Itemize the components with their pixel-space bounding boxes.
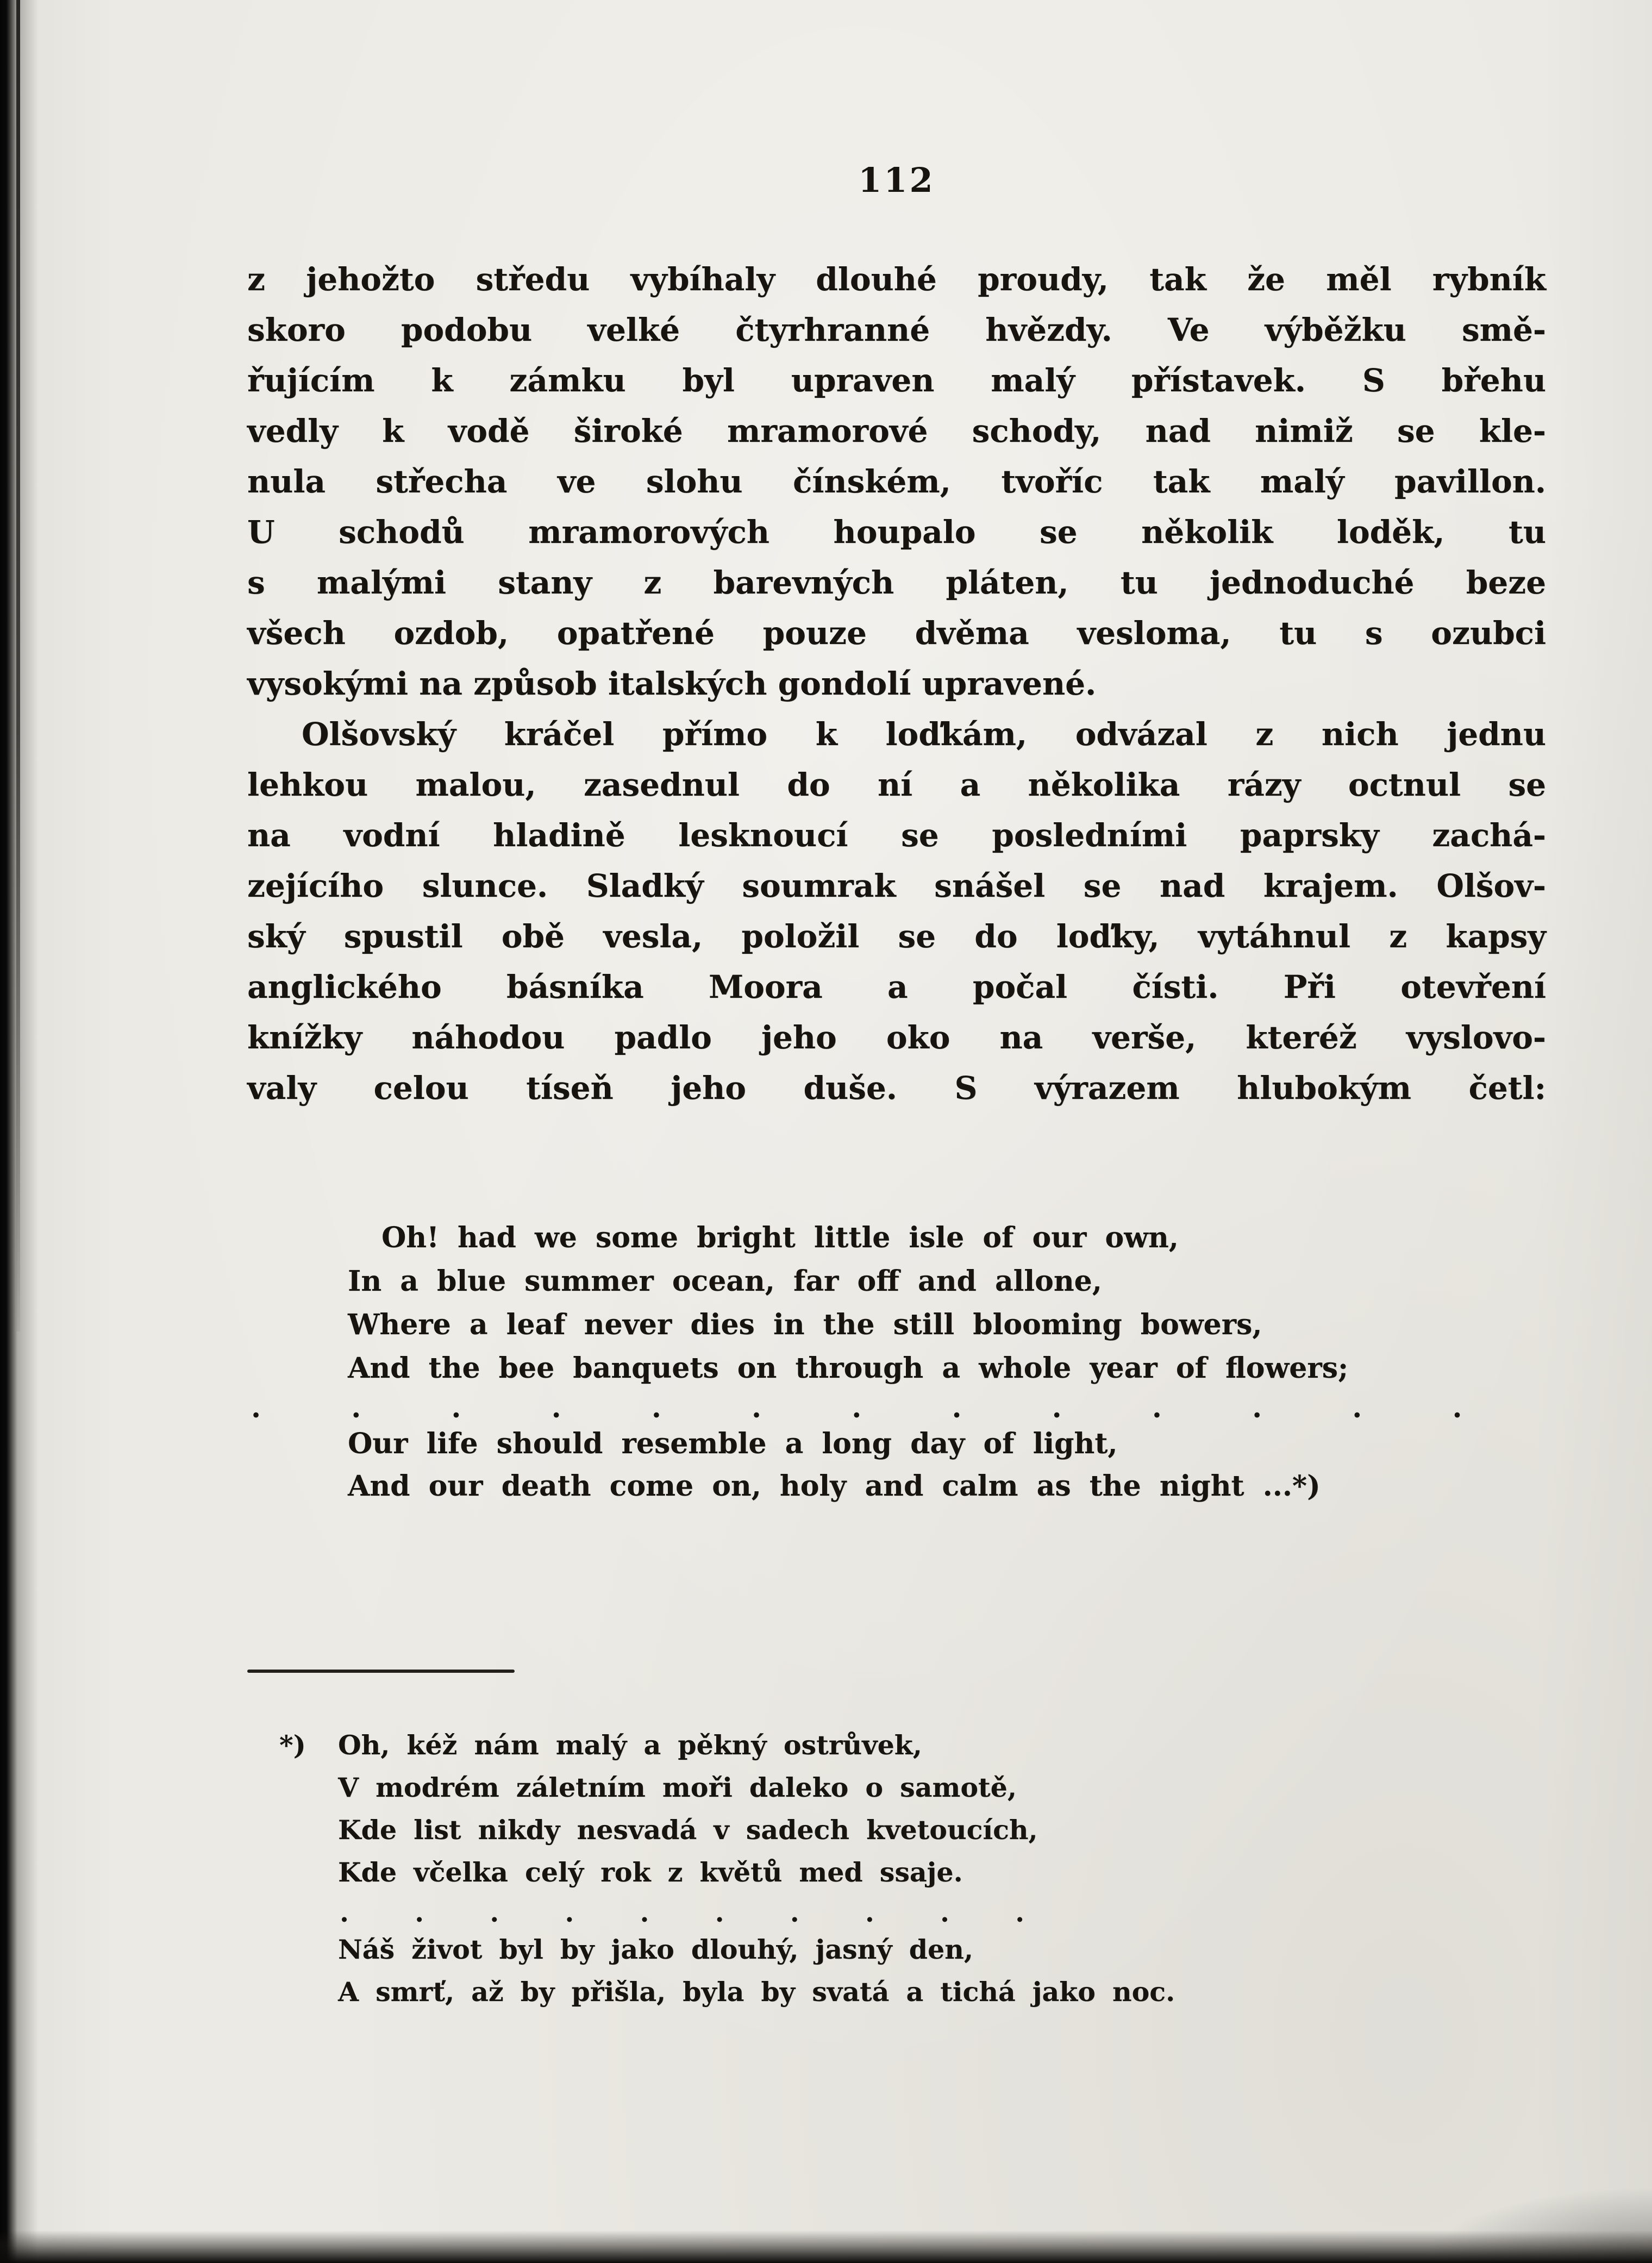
- page-number: 112: [858, 160, 935, 200]
- text-line: všech ozdob, opatřené pouze dvěma vesloma, tu s ozubci: [247, 615, 1546, 652]
- text-line: knížky náhodou padlo jeho oko na verše, kteréž vyslovo-: [247, 1019, 1546, 1056]
- corner-shadow: [1424, 2187, 1652, 2263]
- text-line: s malými stany z barevných pláten, tu jednoduché beze: [247, 564, 1546, 601]
- footnote-separator-rule: [247, 1670, 515, 1673]
- poem-english: [348, 1216, 1467, 1390]
- text-line: U schodů mramorových houpalo se několik loděk, tu: [247, 514, 1546, 551]
- binding-edge-left: [0, 0, 38, 2263]
- footnote-line: A smrť, až by přišla, byla by svatá a tichá jako noc.: [338, 1976, 1175, 2008]
- footnote-czech-translation: [279, 1724, 1371, 1893]
- footnote-line: Náš život byl by jako dlouhý, jasný den,: [338, 1934, 973, 1965]
- text-line: zejícího slunce. Sladký soumrak snášel se nad krajem. Olšov-: [247, 867, 1546, 904]
- body-text: [247, 254, 1546, 1114]
- poem-line: In a blue summer ocean, far off and allone,: [348, 1265, 1102, 1298]
- text-line: valy celou tíseň jeho duše. S výrazem hlubokým četl:: [247, 1070, 1546, 1107]
- text-line: skoro podobu velké čtyrhranné hvězdy. Ve výběžku smě-: [247, 311, 1546, 348]
- text-line: řujícím k zámku byl upraven malý přístavek. S břehu: [247, 362, 1546, 399]
- page-bottom-edge: [0, 2230, 1652, 2263]
- text-line: vysokými na způsob italských gondolí upravené.: [247, 665, 1097, 702]
- text-line: ský spustil obě vesla, položil se do loďky, vytáhnul z kapsy: [247, 918, 1546, 955]
- dotted-ellipsis-line: . . . . . . . . . .: [340, 1897, 1025, 1928]
- text-line: z jehožto středu vybíhaly dlouhé proudy, tak že měl rybník: [247, 261, 1546, 298]
- footnote-line: [279, 1724, 1371, 1766]
- text-line: lehkou malou, zasednul do ní a několika rázy octnul se: [247, 766, 1546, 803]
- footnote-line: V modrém záletním moři daleko o samotě,: [338, 1772, 1017, 1803]
- text-line: Olšovský kráčel přímo k loďkám, odvázal z nich jednu: [302, 716, 1546, 753]
- footnote-marker: *): [279, 1729, 306, 1761]
- text-line: vedly k vodě široké mramorové schody, nad nimiž se kle-: [247, 412, 1546, 449]
- poem-line: Oh! had we some bright little isle of our own,: [381, 1221, 1179, 1254]
- poem-line: And our death come on, holy and calm as the night ...*): [348, 1470, 1321, 1503]
- poem-line: And the bee banquets on through a whole year of flowers;: [348, 1352, 1349, 1385]
- text-line: na vodní hladině lesknoucí se posledními paprsky zachá-: [247, 817, 1546, 854]
- dotted-ellipsis-line: . . . . . . . . . . . . .: [251, 1391, 1462, 1424]
- text-line: nula střecha ve slohu čínském, tvoříc tak malý pavillon.: [247, 463, 1546, 500]
- footnote-line: Kde včelka celý rok z květů med ssaje.: [338, 1856, 963, 1888]
- text-line: anglického básníka Moora a počal čísti. Při otevření: [247, 968, 1546, 1005]
- poem-line: Where a leaf never dies in the still blooming bowers,: [348, 1308, 1262, 1341]
- footnote-czech-continued: [338, 1928, 1479, 2013]
- footnote-line-text: Oh, kéž nám malý a pěkný ostrůvek,: [338, 1729, 922, 1761]
- poem-line: Our life should resemble a long day of light,: [348, 1427, 1118, 1460]
- footnote-line: Kde list nikdy nesvadá v sadech kvetoucích,: [338, 1814, 1038, 1846]
- poem-english-continued: [348, 1423, 1467, 1508]
- binding-crease-line: [16, 0, 20, 1331]
